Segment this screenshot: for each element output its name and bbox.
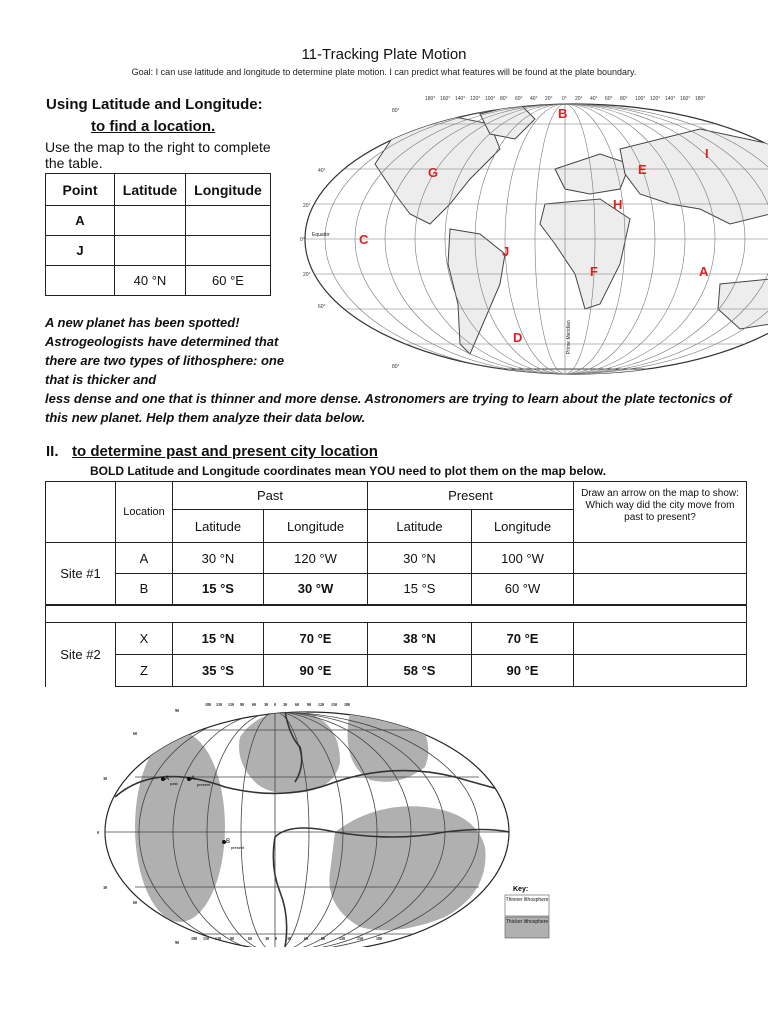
present-lon-cell: 60 °W bbox=[472, 574, 574, 605]
point-label-d: D bbox=[513, 330, 523, 345]
present-latitude-header: Latitude bbox=[368, 510, 472, 543]
svg-text:120°: 120° bbox=[650, 96, 661, 102]
arrow-answer-cell[interactable] bbox=[574, 623, 747, 655]
present-lon-cell: 70 °E bbox=[472, 623, 574, 655]
svg-text:60°: 60° bbox=[515, 96, 523, 102]
point-label-e: E bbox=[638, 162, 647, 177]
prime-meridian-label: Prime Meridian bbox=[566, 320, 572, 354]
point-cell: J bbox=[46, 236, 115, 266]
svg-text:0: 0 bbox=[274, 702, 276, 707]
planet-paragraph-part2: less dense and one that is thinner and more dense. Astronomers are trying to learn about the plate tectonics of this new planet. Help them analyze their data below. bbox=[45, 391, 732, 425]
svg-text:150: 150 bbox=[216, 702, 222, 707]
svg-text:80°: 80° bbox=[392, 364, 400, 370]
svg-text:60°: 60° bbox=[605, 96, 613, 102]
svg-text:30: 30 bbox=[287, 936, 291, 941]
point-cell: A bbox=[46, 206, 115, 236]
point-label-g: G bbox=[428, 165, 439, 180]
location-cell: X bbox=[116, 623, 173, 655]
point-label-b: B bbox=[558, 106, 568, 121]
past-lat-cell: 30 °N bbox=[173, 543, 264, 574]
svg-text:180°: 180° bbox=[425, 96, 436, 102]
svg-text:180: 180 bbox=[376, 936, 382, 941]
location-table bbox=[45, 173, 271, 296]
table-row bbox=[46, 266, 271, 296]
section1-subheading: to find a location. bbox=[91, 118, 216, 135]
svg-text:20°: 20° bbox=[303, 272, 311, 278]
svg-text:120: 120 bbox=[228, 702, 234, 707]
marker-a-present-letter: A bbox=[191, 776, 196, 782]
past-lat-cell: 35 °S bbox=[173, 655, 264, 687]
marker-a-past-letter: A bbox=[165, 776, 170, 782]
table-row bbox=[46, 206, 271, 236]
svg-text:20°: 20° bbox=[575, 96, 583, 102]
svg-text:90: 90 bbox=[175, 708, 179, 713]
separator-row bbox=[46, 605, 747, 623]
svg-text:80°: 80° bbox=[500, 96, 508, 102]
col-header-latitude: Latitude bbox=[115, 174, 186, 206]
location-cell: B bbox=[116, 574, 173, 605]
table-row bbox=[46, 623, 747, 655]
table-row bbox=[46, 574, 747, 605]
svg-text:0: 0 bbox=[97, 830, 99, 835]
svg-text:140°: 140° bbox=[455, 96, 466, 102]
location-cell: Z bbox=[116, 655, 173, 687]
svg-text:40°: 40° bbox=[530, 96, 538, 102]
svg-text:120: 120 bbox=[215, 936, 221, 941]
past-lon-cell: 90 °E bbox=[264, 655, 368, 687]
section2-heading: to determine past and present city location bbox=[72, 443, 378, 460]
marker-a-past-label: past bbox=[170, 781, 178, 786]
present-lat-cell: 58 °S bbox=[368, 655, 472, 687]
svg-text:180: 180 bbox=[344, 702, 350, 707]
section1-heading: Using Latitude and Longitude: bbox=[46, 96, 263, 113]
svg-text:150: 150 bbox=[203, 936, 209, 941]
arrow-answer-cell[interactable] bbox=[574, 655, 747, 687]
site2-label: Site #2 bbox=[46, 623, 116, 687]
svg-text:20°: 20° bbox=[545, 96, 553, 102]
latitude-input-cell[interactable] bbox=[115, 236, 186, 266]
svg-text:100°: 100° bbox=[635, 96, 646, 102]
svg-text:30: 30 bbox=[103, 776, 107, 781]
svg-text:90: 90 bbox=[230, 936, 234, 941]
point-label-h: H bbox=[613, 197, 623, 212]
table-row bbox=[46, 543, 747, 574]
table-row bbox=[46, 236, 271, 266]
goal-statement: Goal: I can use latitude and longitude to determine plate motion. I can predict what features will be found at the plate boundary. bbox=[131, 67, 637, 77]
site1-label: Site #1 bbox=[46, 543, 116, 605]
plate-motion-table bbox=[45, 481, 747, 687]
present-lon-cell: 100 °W bbox=[472, 543, 574, 574]
point-label-j: J bbox=[502, 244, 510, 259]
empty-header-cell bbox=[46, 482, 116, 543]
past-longitude-header: Longitude bbox=[264, 510, 368, 543]
svg-text:60: 60 bbox=[252, 702, 256, 707]
point-input-cell[interactable] bbox=[46, 266, 115, 296]
longitude-cell: 60 °E bbox=[186, 266, 271, 296]
svg-text:60: 60 bbox=[133, 900, 137, 905]
longitude-input-cell[interactable] bbox=[186, 206, 271, 236]
svg-text:180°: 180° bbox=[695, 96, 706, 102]
svg-text:180: 180 bbox=[191, 936, 197, 941]
svg-text:0°: 0° bbox=[562, 96, 567, 102]
past-header: Past bbox=[173, 482, 368, 510]
col-header-point: Point bbox=[46, 174, 115, 206]
svg-text:20°: 20° bbox=[303, 203, 311, 209]
svg-text:150: 150 bbox=[331, 702, 337, 707]
point-label-i: I bbox=[705, 146, 709, 161]
section2-number: II. bbox=[46, 443, 59, 460]
svg-text:90: 90 bbox=[175, 940, 179, 945]
svg-text:120°: 120° bbox=[470, 96, 481, 102]
present-longitude-header: Longitude bbox=[472, 510, 574, 543]
present-lon-cell: 90 °E bbox=[472, 655, 574, 687]
svg-text:0: 0 bbox=[275, 936, 277, 941]
svg-text:120: 120 bbox=[339, 936, 345, 941]
col-header-longitude: Longitude bbox=[186, 174, 271, 206]
present-lat-cell: 15 °S bbox=[368, 574, 472, 605]
svg-text:30: 30 bbox=[264, 702, 268, 707]
svg-text:160°: 160° bbox=[680, 96, 691, 102]
planet-top-longitude-labels bbox=[205, 702, 350, 707]
svg-text:30: 30 bbox=[103, 885, 107, 890]
equator-label: Equator bbox=[312, 232, 330, 238]
svg-text:90: 90 bbox=[307, 702, 311, 707]
svg-text:60°: 60° bbox=[318, 304, 326, 310]
present-header: Present bbox=[368, 482, 574, 510]
svg-text:40°: 40° bbox=[590, 96, 598, 102]
past-lon-cell: 30 °W bbox=[264, 574, 368, 605]
past-lat-cell: 15 °S bbox=[173, 574, 264, 605]
past-lon-cell: 70 °E bbox=[264, 623, 368, 655]
svg-text:0°: 0° bbox=[300, 237, 305, 243]
svg-text:60: 60 bbox=[295, 702, 299, 707]
section1-instruction: Use the map to the right to complete the table. bbox=[45, 139, 271, 171]
svg-text:90: 90 bbox=[240, 702, 244, 707]
svg-text:150: 150 bbox=[357, 936, 363, 941]
svg-text:40°: 40° bbox=[318, 168, 326, 174]
arrow-header: Draw an arrow on the map to show: Which way did the city move from past to present? bbox=[574, 482, 747, 543]
svg-text:80°: 80° bbox=[392, 108, 400, 114]
world-map bbox=[300, 94, 768, 386]
page-title: 11-Tracking Plate Motion bbox=[301, 46, 467, 63]
location-header: Location bbox=[116, 482, 173, 543]
map-key bbox=[505, 886, 549, 939]
point-label-a: A bbox=[699, 264, 709, 279]
location-cell: A bbox=[116, 543, 173, 574]
present-lat-cell: 30 °N bbox=[368, 543, 472, 574]
world-top-longitude-labels bbox=[425, 96, 705, 102]
svg-text:60: 60 bbox=[304, 936, 308, 941]
past-lon-cell: 120 °W bbox=[264, 543, 368, 574]
point-label-f: F bbox=[590, 264, 598, 279]
key-title: Key: bbox=[513, 886, 529, 893]
svg-text:30: 30 bbox=[283, 702, 287, 707]
past-lat-cell: 15 °N bbox=[173, 623, 264, 655]
planet-paragraph-part1: A new planet has been spotted! Astrogeologists have determined that there are two types of lithosphere: one that is thicker and bbox=[45, 315, 285, 387]
past-latitude-header: Latitude bbox=[173, 510, 264, 543]
marker-a-present-label: present bbox=[197, 782, 211, 787]
svg-text:80°: 80° bbox=[620, 96, 628, 102]
svg-text:90: 90 bbox=[321, 936, 325, 941]
svg-text:60: 60 bbox=[248, 936, 252, 941]
section2-note: BOLD Latitude and Longitude coordinates mean YOU need to plot them on the map below. bbox=[90, 464, 607, 478]
latitude-cell: 40 °N bbox=[115, 266, 186, 296]
svg-text:120: 120 bbox=[318, 702, 324, 707]
svg-text:140°: 140° bbox=[665, 96, 676, 102]
key-thicker: Thicker lithosphere bbox=[505, 919, 549, 925]
arrow-answer-cell[interactable] bbox=[574, 543, 747, 574]
key-thinner: Thinner lithosphere bbox=[505, 897, 549, 903]
svg-text:30: 30 bbox=[265, 936, 269, 941]
svg-text:180: 180 bbox=[205, 702, 211, 707]
latitude-input-cell[interactable] bbox=[115, 206, 186, 236]
planet-map[interactable] bbox=[95, 692, 565, 947]
marker-b-letter: B bbox=[226, 839, 231, 845]
svg-text:100°: 100° bbox=[485, 96, 496, 102]
svg-text:160°: 160° bbox=[440, 96, 451, 102]
present-lat-cell: 38 °N bbox=[368, 623, 472, 655]
arrow-answer-cell[interactable] bbox=[574, 574, 747, 605]
point-label-c: C bbox=[359, 232, 369, 247]
longitude-input-cell[interactable] bbox=[186, 236, 271, 266]
marker-b-present-label: present bbox=[231, 845, 245, 850]
table-row bbox=[46, 655, 747, 687]
svg-text:60: 60 bbox=[133, 731, 137, 736]
